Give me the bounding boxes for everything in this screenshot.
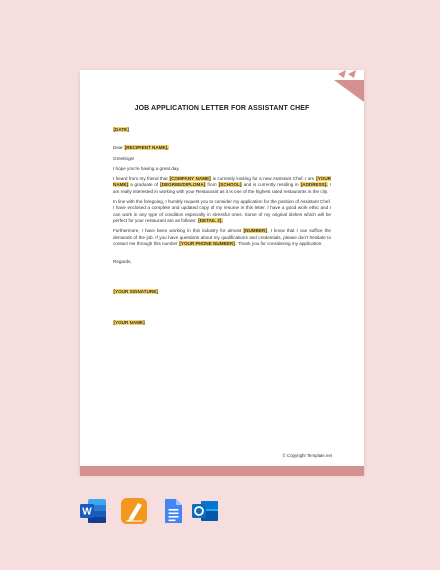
school-placeholder: [SCHOOL] <box>218 182 242 188</box>
page-accent-bar <box>80 466 364 476</box>
word-icon[interactable] <box>79 497 107 525</box>
copyright-text: © Copyright Template.net <box>282 453 332 458</box>
paragraph-4: Furthermore, I have been working in this industry for almost [NUMBER], I know that I can suffice the demands of the job. If you have questions about my qualifications and credentials, please don’t hesitate to contact me through this number [YOUR PHONE NUMBER]. Thank you for considering my application. <box>113 228 331 246</box>
paragraph-3: In line with the foregoing, I humbly request you to consider my application for the position of Assistant Chef. I have enclosed a complete and updated copy of my resume in this letter. I have a good work ethic and I can work in any type of condition especially in stressful ones. Some of my original dishes which will be perfect for your restaurant are as follows: [DETAIL 2]. <box>113 199 331 223</box>
outlook-icon[interactable] <box>191 497 219 525</box>
closing-name-placeholder: [YOUR NAME] <box>113 319 145 325</box>
date-placeholder: [DATE] <box>113 127 129 132</box>
degree-placeholder: [DEGREE/DIPLOMA] <box>160 182 206 188</box>
company-name-placeholder: [COMPANY NAME] <box>169 176 211 182</box>
paragraph-1: I hope you’re having a great day. <box>113 165 180 171</box>
closing-regards: Regards, <box>113 259 132 265</box>
letter-title: JOB APPLICATION LETTER FOR ASSISTANT CHEF <box>134 105 310 112</box>
address-placeholder: [ADDRESS]. <box>300 182 328 188</box>
phone-placeholder: [YOUR PHONE NUMBER] <box>179 240 235 246</box>
pages-icon[interactable] <box>120 497 148 525</box>
salutation: Dear [RECIPIENT NAME], <box>113 145 169 151</box>
corner-decoration-icon <box>334 70 364 102</box>
detail-placeholder: [DETAIL 2]. <box>198 217 223 223</box>
greetings: Greetings! <box>113 155 135 161</box>
signature-placeholder: [YOUR SIGNATURE] <box>113 289 158 295</box>
recipient-placeholder: [RECIPIENT NAME], <box>124 145 169 151</box>
paragraph-2: I heard from my friend that [COMPANY NAME] is currently looking for a new Assistant Chef. I am [YOUR NAME] a graduate of [DEGREE/DIPLOMA] from [SCHOOL] and is currently residing in [ADDRESS]. I am really interested in working with your Restaurant as it is one of the highest rated restaurants in the city. <box>113 176 331 194</box>
your-name-placeholder: [YOUR NAME] <box>113 176 331 188</box>
google-docs-icon[interactable] <box>159 497 187 525</box>
letter-body <box>113 127 331 330</box>
number-placeholder: [NUMBER] <box>243 228 267 234</box>
svg-text:W: W <box>82 506 92 518</box>
